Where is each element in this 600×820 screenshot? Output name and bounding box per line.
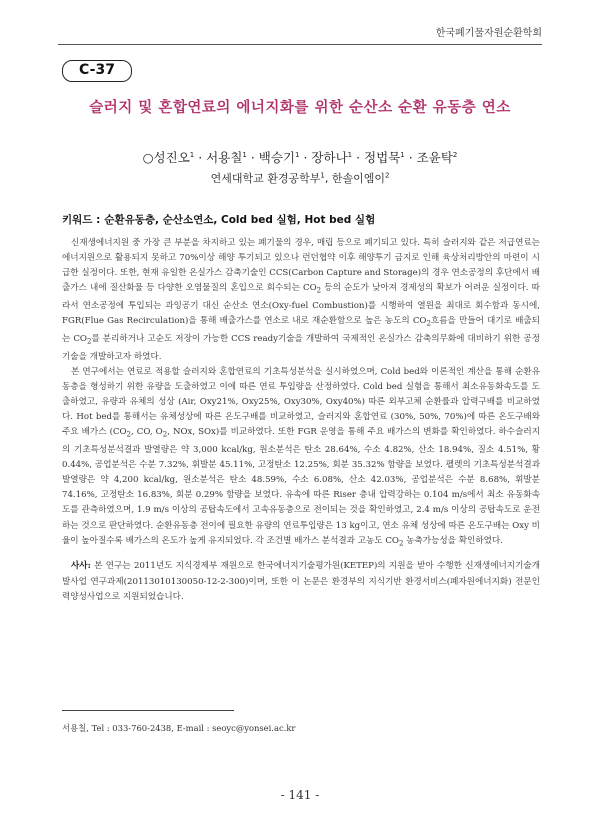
footnote-contact: 서용칠, Tel : 033-760-2438, E-mail : seoyc@yonsei.ac.kr (62, 723, 296, 733)
author: 백승기 (258, 150, 296, 165)
keywords-line (62, 212, 375, 227)
header-rule (58, 44, 542, 45)
affiliation: 연세대학교 환경공학부 (210, 172, 321, 185)
text-run: 흐름을 만들어 대기로 배출되는 CO (62, 316, 540, 344)
author-separator: · (299, 150, 312, 165)
page-number: - 141 - (280, 788, 320, 802)
abstract-body (62, 236, 540, 605)
author-list (0, 148, 600, 166)
author: 장하나 (311, 150, 348, 165)
author-separator: · (194, 150, 207, 165)
author-affil-sup: 1 (242, 150, 247, 159)
paper-code-badge: C-37 (62, 60, 132, 82)
author: 정법묵 (364, 150, 401, 165)
keywords-text: 순환유동층, 순산소연소, Cold bed 실험, Hot bed 실험 (104, 214, 376, 226)
affiliation-sup: 1 (320, 171, 325, 180)
society-name: 한국폐기물자원순환학회 (435, 28, 542, 39)
author-separator: · (404, 150, 417, 165)
affiliation: 한솔이엠이 (331, 172, 385, 185)
presenter-mark: ○ (142, 150, 154, 165)
text-run: , NOx, SOx)를 비교하였다. 또한 FGR 운영을 통해 주요 배가스의 변화를 확인하였다. 하수슬러지의 기초특성분석결과 발열량은 약 3,000 kcal/kg, 원소분석은 탄소 28.64%, 수소 4.82%, 산소 18.94%, 질소 4.51%, 황 0.44%, 공업분석은 수분 7.32%, 휘발분 45.11%, 고정탄소 12.25%, 회분 35.32% 함량을 보였다. 펠렛의 기초특성분석결과 발열량은 약 4,200 kcal/kg, 원소분석은 탄소 48.59%, 수소 6.08%, 산소 42.03%, 공업분석은 수분 8.68%, 휘발분 74.16%, 고정탄소 16.83%, 회분 0.29% 함량을 보였다. 유속에 따른 Riser 층내 압력강하는 0.104 m/s에서 최소 유동화속도를 관측하였으며, 1.9 m/s 이상의 공탑속도에서 고속유동층으로 전이되는 것을 확인하였고, 2.4 m/s 이상의 공탑속도로 운전하는 것으로 판단하였다. 순환유동층 전이에 필요한 유량의 연료투입량은 13 kg이고, 연소 유체 성상에 따른 온도구배는 Oxy 비율이 높아질수록 배가스의 온도가 높게 유지되었다. 각 조건별 배가스 분석결과 고농도 CO (62, 427, 540, 546)
subscript: 2 (86, 337, 92, 346)
author-affil-sup: 1 (347, 150, 353, 159)
author: 성진오 (153, 150, 190, 165)
subscript: 2 (426, 319, 431, 328)
text-run: 를 분리하거나 고순도 저장이 가능한 CCS ready기술을 개발하여 국제적인 온실가스 감축의무화에 대비하기 위한 공정기술을 개발하고자 하였다. (62, 334, 540, 362)
footnote-rule (62, 710, 234, 711)
acknowledgement-text: 본 연구는 2011년도 지식경제부 재원으로 한국에너지기술평가원(KETEP)의 지원을 받아 수행한 신재생에너지기술개발사업 연구과제(20113010130050-12-2-300)이며, 또한 이 논문은 환경부의 지식기반 환경서비스(폐자원에너지화) 전문인력양성사업으로 지원되었습니다. (62, 561, 540, 602)
subscript: 2 (162, 431, 168, 439)
author-affil-sup: 2 (452, 150, 458, 159)
paper-title: 슬러지 및 혼합연료의 에너지화를 위한 순산소 순환 유동층 연소 (89, 100, 511, 116)
author: 조윤탁 (416, 150, 453, 165)
affiliations (0, 170, 600, 186)
text-run: , CO, O (131, 427, 163, 438)
acknowledgement-label: 사사: (71, 561, 91, 572)
subscript: 2 (316, 287, 322, 295)
author-affil-sup: 1 (189, 150, 195, 159)
author-separator: · (246, 150, 259, 165)
text-run: 본 연구에서는 연료로 적용할 슬러지와 혼합연료의 기초특성분석을 실시하였으며, Cold bed와 이론적인 계산을 통해 순환유동층을 형성하기 위한 유량을 도출하였고 이에 따른 연료 투입량을 산정하였다. Cold bed 실험을 통해서 최소유동화속도를 도출하였고, 유량과 유체의 성상 (Air, Oxy21%, Oxy25%, Oxy30%, Oxy40%) 따른 외부고체 순환률과 압력구배를 비교하였다. Hot bed를 통해서는 유체성상에 따른 온도구배를 비교하였고, 슬러지와 혼합연료 (30%, 50%, 70%)에 따른 온도구배와 주요 배가스 (CO (62, 366, 540, 438)
author-separator: · (352, 150, 365, 165)
acknowledgement (62, 559, 540, 604)
text-run: 신재생에너지원 중 가장 큰 부분을 차지하고 있는 폐기물의 경우, 매립 등으로 폐기되고 있다. 특히 슬러지와 같은 저급연료는 에너지원으로 활용되지 못하고 70%이상 해양 투기되고 있으나 런던협약 이후 해양투기 금지로 인해 육상처리방안의 마련이 시급한 실정이다. 또한, 현재 유일한 온실가스 감축기술인 CCS(Carbon Capture and Storage)의 경우 연소공정의 후단에서 배출가스 내에 질산화물 등 다양한 오염물질의 혼입으로 회수되는 CO (62, 238, 540, 294)
subscript: 2 (126, 431, 132, 439)
keywords-label: 키워드 : (62, 214, 101, 226)
affiliation-separator: , (324, 172, 332, 185)
paragraph-method-results (62, 365, 540, 552)
paragraph-background (62, 236, 540, 365)
subscript: 2 (398, 539, 404, 548)
affiliation-sup: 2 (384, 171, 390, 180)
text-run: 등의 순도가 낮아져 경제성의 확보가 어려운 실정이다. 따라서 연소공정에 투입되는 과잉공기 대신 순산소 연소(Oxy-fuel Combustion)를 시행하여 열원을 최대로 회수함과 동시에, FGR(Flue Gas Recirculation)을 통해 배출가스를 연소로 내로 재순환함으로 높은 농도의 CO (62, 283, 540, 327)
text-run: 농축가능성을 확인하였다. (403, 535, 503, 546)
author-affil-sup: 1 (295, 150, 300, 159)
author-affil-sup: 1 (400, 150, 405, 159)
author: 서용칠 (206, 150, 243, 165)
